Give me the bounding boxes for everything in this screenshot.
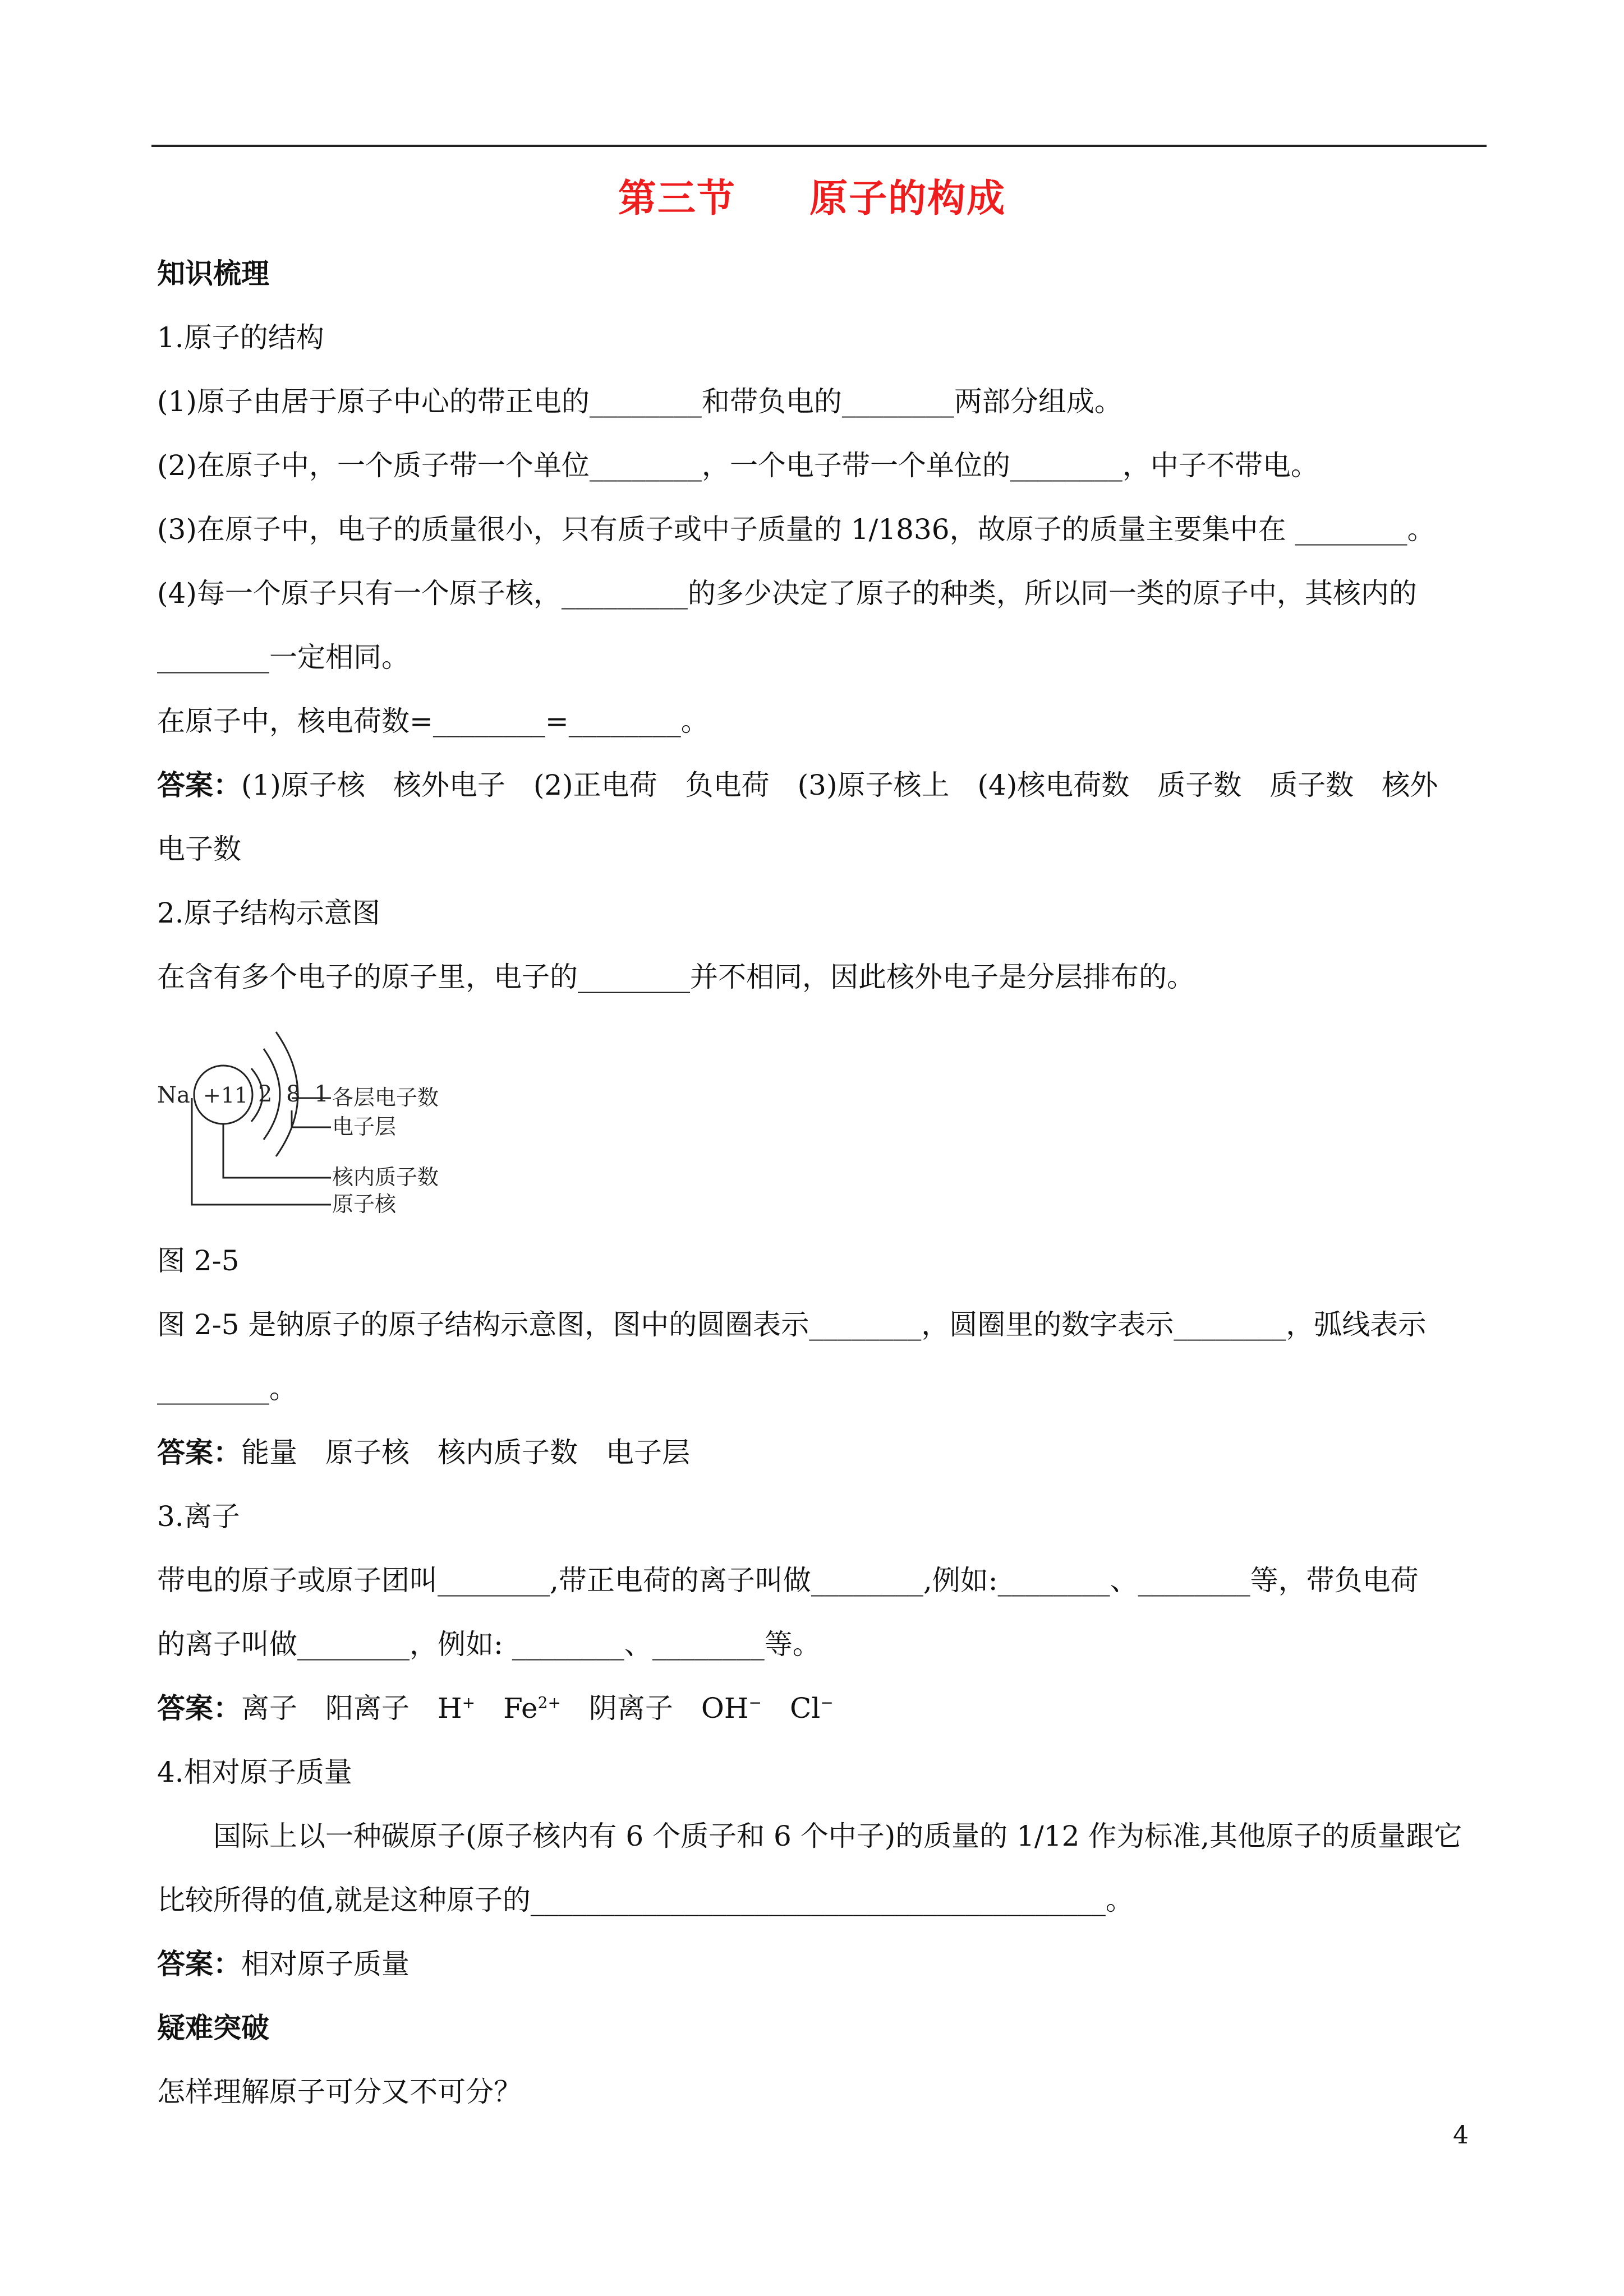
answer-text-1: 离子 阳离子 H	[241, 1692, 462, 1725]
subsection-heading-relative-mass: 4.相对原子质量	[157, 1756, 352, 1788]
subsection-heading-ions: 3.离子	[157, 1500, 240, 1533]
question-4-line-1: (4)每一个原子只有一个原子核，_________的多少决定了原子的种类，所以同一类的原子中，其核内的	[157, 577, 1417, 610]
subsection-heading-structure: 1.原子的结构	[157, 321, 324, 354]
question-4-line-2: ________一定相同。	[157, 641, 410, 674]
answer-label: 答案：	[157, 1691, 241, 1725]
nucleus-charge: +11	[203, 1083, 249, 1108]
answer-3	[157, 1691, 834, 1725]
charge-superscript-2: 2+	[537, 1693, 561, 1712]
subsection-heading-diagram: 2.原子结构示意图	[157, 897, 380, 929]
answer-text: 能量 原子核 核内质子数 电子层	[241, 1436, 690, 1469]
diagram-description-line-1: 图 2-5 是钠原子的原子结构示意图，图中的圆圈表示________，圆圈里的数字表示________，弧线表示	[157, 1308, 1427, 1341]
label-shell-electrons: 各层电子数	[332, 1085, 439, 1110]
question-2: (2)在原子中，一个质子带一个单位________，一个电子带一个单位的________，中子不带电。	[157, 449, 1319, 482]
ions-text-line-2: 的离子叫做________，例如: ________、________等。	[157, 1628, 821, 1661]
label-shell: 电子层	[332, 1114, 397, 1139]
section-heading-difficulty: 疑难突破	[157, 2011, 269, 2044]
answer-label: 答案：	[157, 1436, 241, 1469]
leader-protons	[223, 1124, 331, 1178]
relative-mass-text-line-2: 比较所得的值,就是这种原子的_________________________________________。	[157, 1884, 1134, 1916]
answer-text-4: Cl	[762, 1692, 821, 1725]
diagram-intro-text: 在含有多个电子的原子里，电子的________并不相同，因此核外电子是分层排布的。	[157, 961, 1195, 993]
diagram-description-line-2: ________。	[157, 1372, 297, 1405]
answer-1-line-2: 电子数	[157, 833, 241, 865]
top-rule	[151, 145, 1487, 147]
atom-structure-diagram	[151, 1009, 544, 1234]
figure-caption: 图 2-5	[157, 1244, 240, 1277]
question-divisibility: 怎样理解原子可分又不可分？	[157, 2076, 522, 2108]
answer-text: 相对原子质量	[241, 1948, 410, 1980]
element-symbol: Na	[157, 1082, 190, 1108]
answer-text-2: Fe	[475, 1692, 538, 1725]
relative-mass-text-line-1: 国际上以一种碳原子(原子核内有 6 个质子和 6 个中子)的质量的 1/12 作为标准,其他原子的质量跟它	[213, 1820, 1462, 1852]
leader-nucleus	[192, 1098, 331, 1205]
label-protons: 核内质子数	[332, 1165, 439, 1190]
answer-text-3: 阴离子 OH	[560, 1692, 749, 1725]
answer-2	[157, 1436, 690, 1469]
charge-superscript-3: −	[748, 1693, 762, 1712]
question-3: (3)在原子中，电子的质量很小，只有质子或中子质量的 1/1836，故原子的质量主要集中在 ________。	[157, 513, 1436, 546]
answer-label: 答案：	[157, 768, 241, 801]
answer-label: 答案：	[157, 1947, 241, 1980]
ions-text-line-1: 带电的原子或原子团叫________,带正电荷的离子叫做________,例如:________、________等，带负电荷	[157, 1564, 1419, 1597]
page-number: 4	[1453, 2121, 1469, 2150]
shell-electron-counts: 2 8 1	[258, 1081, 332, 1107]
page-title: 第三节 原子的构成	[618, 176, 1006, 221]
answer-4	[157, 1947, 410, 1981]
charge-superscript-1: +	[462, 1693, 476, 1712]
question-5: 在原子中，核电荷数=________=________。	[157, 705, 709, 737]
answer-1-line-1	[157, 768, 1438, 802]
label-nucleus: 原子核	[332, 1192, 397, 1216]
question-1: (1)原子由居于原子中心的带正电的________和带负电的________两部分组成。	[157, 385, 1122, 418]
section-heading-knowledge: 知识梳理	[157, 257, 269, 290]
leader-shell	[292, 1110, 331, 1127]
charge-superscript-4: −	[820, 1693, 834, 1712]
answer-text: (1)原子核 核外电子 (2)正电荷 负电荷 (3)原子核上 (4)核电荷数 质子数 质子数 核外	[241, 769, 1438, 801]
